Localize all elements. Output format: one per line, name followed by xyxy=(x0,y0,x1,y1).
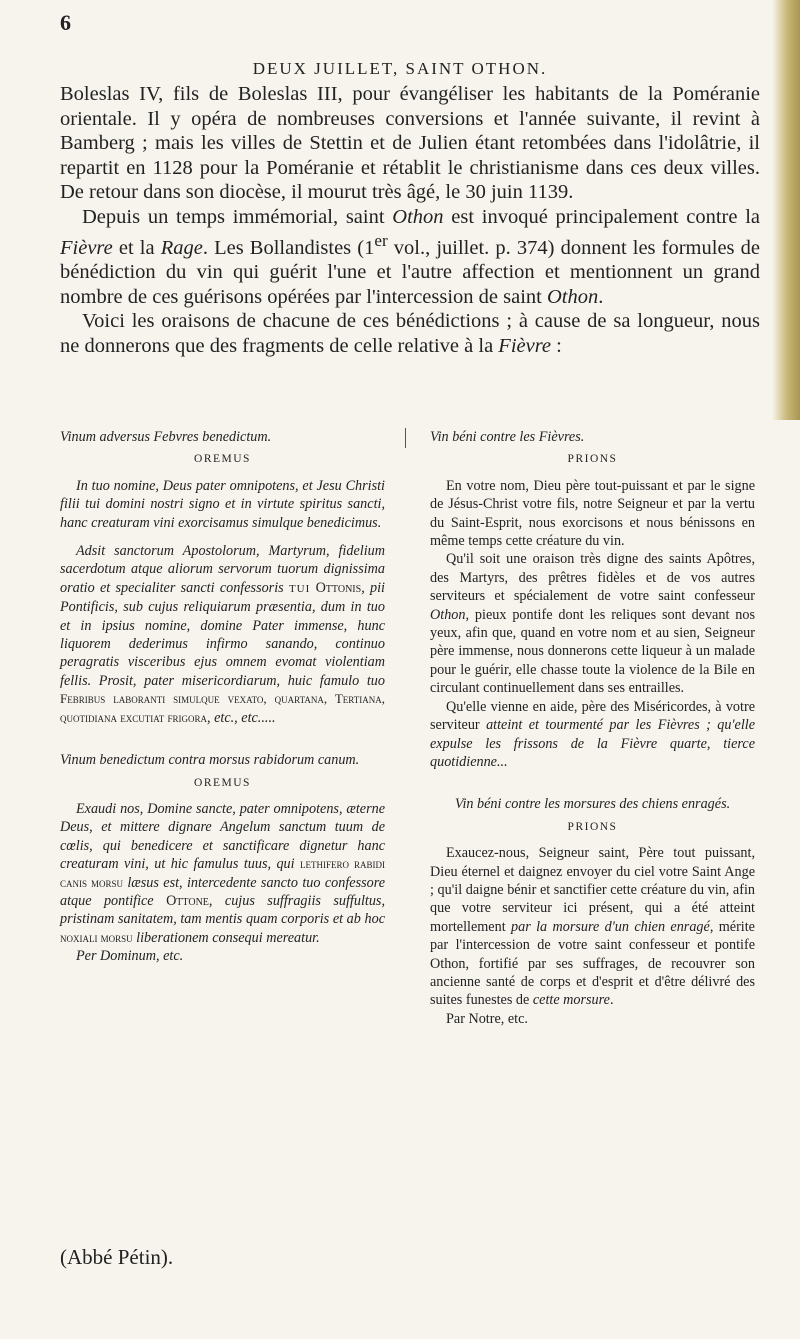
french-fever-title: Vin béni contre les Fièvres. xyxy=(430,429,585,445)
latin-rabies-title: Vinum benedictum contra morsus rabidorum canum. xyxy=(60,752,360,769)
attribution: (Abbé Pétin). xyxy=(60,1245,174,1269)
paragraph-1: Boleslas IV, fils de Boleslas III, pour évangéliser les habitants de la Poméranie orientale. Il y opéra de nombreuses conversions et l'année suivante, il revint à Bamberg ; mais les villes de Stettin et de Julien étant retombées dans l'idolâtrie, il repartit en 1128 pour la Poméranie et rétablit le christianisme dans ces deux villes. De retour dans son diocèse, il mourut très âgé, le 30 juin 1139. xyxy=(60,83,760,203)
oremus-heading-2: OREMUS xyxy=(194,776,251,789)
prions-heading: PRIONS xyxy=(567,453,618,466)
french-column xyxy=(430,428,755,1028)
two-column-prayers xyxy=(60,428,760,1238)
french-fever-p3: Qu'elle vienne en aide, père des Miséricordes, à votre serviteur atteint et tourmenté par les Fièvres ; qu'elle expulse les frissons de la Fièvre quarte, tierce quotidienne... xyxy=(430,698,755,770)
latin-fever-title: Vinum adversus Febvres benedictum. xyxy=(60,429,272,445)
latin-column xyxy=(60,428,385,966)
latin-fever-p2: Adsit sanctorum Apostolorum, Martyrum, fidelium sacerdotum atque aliorum servorum tuorum dignissima oratio et specialiter sancti confessoris TUI Ottonis, pii Pontificis, sub cujus reliquiarum præsentia, dum in tuo et in ipsius nomine, domine Pater immense, hunc liquorem dederimus infirmo sanando, continuo peragratis visceribus ejus omnem evomat violentiam fellis. Prosit, pater misericordiarum, huic famulo tuo Febribus laboranti simulque vexato, quartana, Tertiana, quotidiana excutiat frigora, etc., etc..... xyxy=(60,543,385,726)
main-text xyxy=(60,82,760,358)
french-fever-p2: Qu'il soit une oraison très digne des saints Apôtres, des Martyrs, des prêtres fidèles et de vos autres serviteurs et spécialement de votre saint confesseur Othon, pieux pontife dont les reliques sont devant nos yeux, afin que, quand en votre nom et au sien, Seigneur père immense, nous donnerons cette liqueur à un malade pour le guérir, elle chasse toute la violence de la Bile en circulant continuellement dans ses entrailles. xyxy=(430,551,755,697)
latin-rabies-p2: Per Dominum, etc. xyxy=(76,948,184,965)
page-number: 6 xyxy=(60,10,72,35)
french-rabies-p1: Exaucez-nous, Seigneur saint, Père tout puissant, Dieu éternel et daignez envoyer du ciel votre Saint Ange ; qu'il daigne bénir et sanctifier cette créature du vin, afin que votre serviteur ici présent, qui a été atteint mortellement par la morsure d'un chien enragé, mérite par l'intercession de votre saint confesseur et pontife Othon, fortifié par ses suffrages, de recouvrer son ancienne santé de corps et d'esprit et d'être délivré des suites funestes de cette morsure. xyxy=(430,845,755,1009)
oremus-heading: OREMUS xyxy=(194,453,251,466)
french-rabies-p2: Par Notre, etc. xyxy=(446,1010,528,1027)
french-rabies-title: Vin béni contre les morsures des chiens enragés. xyxy=(454,796,731,813)
french-fever-p1: En votre nom, Dieu père tout-puissant et par le signe de Jésus-Christ votre fils, notre Seigneur et par la vertu du Saint-Esprit, nous exorcisons et nous bénissons en même temps cette créature du vin. xyxy=(430,477,755,550)
prions-heading-2: PRIONS xyxy=(567,820,618,833)
paragraph-3: Voici les oraisons de chacune de ces bénédictions ; à cause de sa longueur, nous ne donnerons que des fragments de celle relative à la Fièvre : xyxy=(60,310,760,357)
running-head: DEUX JUILLET, SAINT OTHON. xyxy=(252,59,548,78)
paragraph-2: Depuis un temps immémorial, saint Othon est invoqué principalement contre la Fièvre et la Rage. Les Bollandistes (1er vol., juillet. p. 374) donnent les formules de bénédiction du vin qui guérit l'une et l'autre affection et mentionnent un grand nombre de ces guérisons opérées par l'intercession de saint Othon. xyxy=(60,205,760,308)
latin-fever-p1: In tuo nomine, Deus pater omnipotens, et Jesu Christi filii tui domini nostri signo et in virtute spiritus sancti, hanc creaturam vini exorcisamus simulque benedicimus. xyxy=(60,477,385,531)
latin-rabies-p1: Exaudi nos, Domine sancte, pater omnipotens, æterne Deus, et mittere dignare Angelum sanctum tuum de cœlis, qui benedicere et sanctificare dignetur hanc creaturam vini, ut hic famulus tuus, qui lethifero rabidi canis morsu læsus est, intercedente sancto tuo confessore atque pontifice Ottone, cujus suffragiis suffultus, pristinam sanitatem, tam mentis quam corporis et ab hoc noxiali morsu liberationem consequi mereatur. xyxy=(60,800,386,946)
column-divider xyxy=(405,428,406,448)
